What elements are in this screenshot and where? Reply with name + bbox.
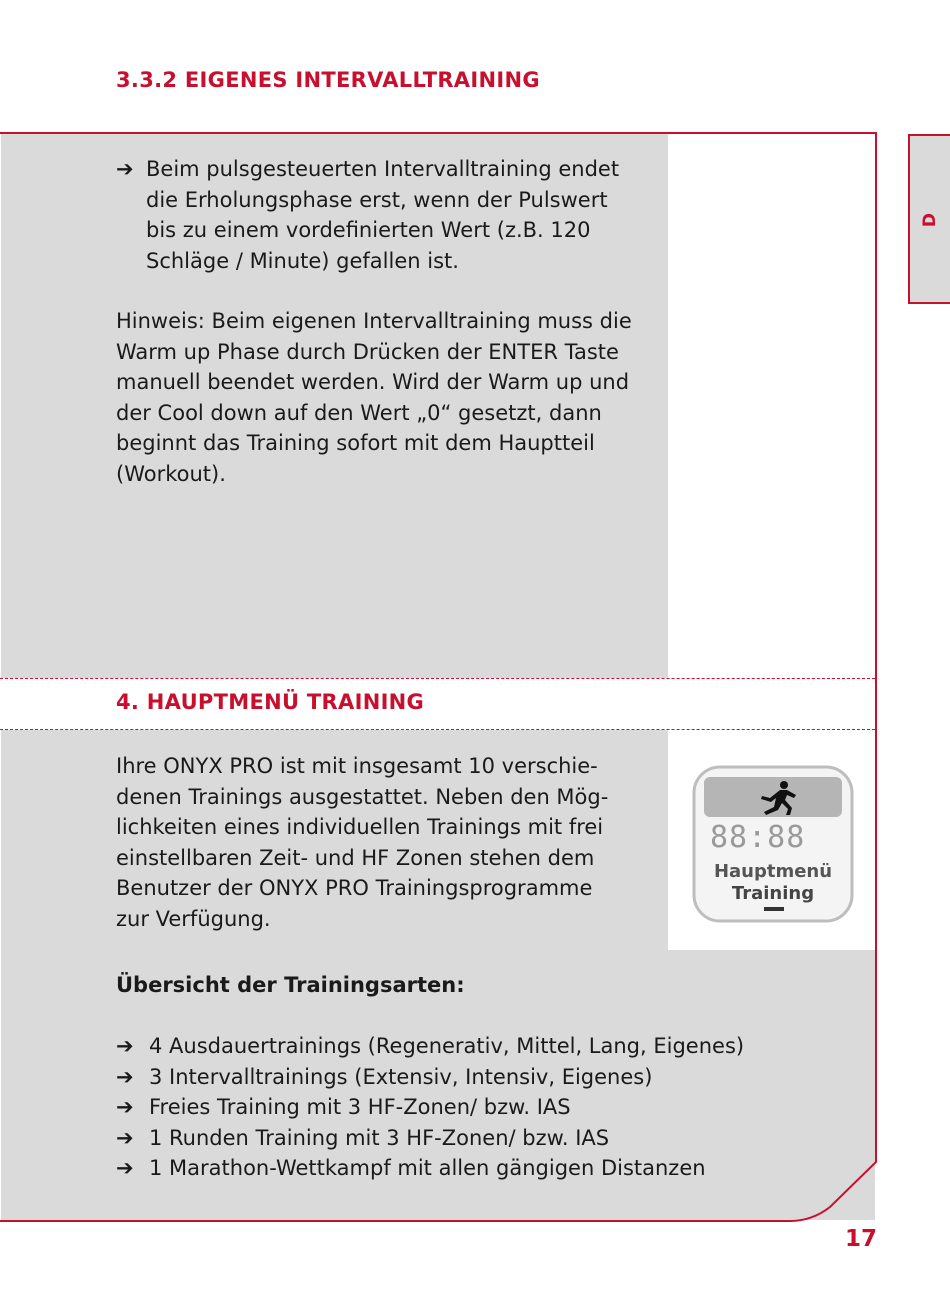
overview-title: Übersicht der Trainingsarten: [116, 973, 465, 997]
arrow-right-icon: ➔ [116, 1156, 134, 1180]
section-heading-4: 4. HAUPTMENÜ TRAINING [116, 690, 425, 714]
intro-line: zur Verfügung. [116, 906, 271, 931]
warmup-note: Hinweis: Beim eigenen Intervalltraining muss die Warm up Phase durch Drücken der ENTER Taste manuell beendet werden. Wird der Warm up und der Cool down auf den Wert „0“ gesetzt, dann beginnt das Training sofort mit dem Hauptteil (Workout). [116, 309, 632, 486]
intro-line: denen Trainings ausgestattet. Neben den Mög- [116, 784, 609, 809]
pulse-interval-bullet [116, 154, 636, 276]
digits-display: 88:88 [710, 820, 806, 855]
display-menu-label: Hauptmenü [713, 861, 833, 882]
watch-display-image [690, 765, 856, 925]
list-item: ➔ 1 Runden Training mit 3 HF-Zonen/ bzw. IAS [116, 1123, 836, 1154]
list-item: ➔ Freies Training mit 3 HF-Zonen/ bzw. IAS [116, 1092, 836, 1123]
arrow-right-icon: ➔ [116, 1064, 134, 1089]
intro-line: einstellbaren Zeit- und HF Zonen stehen dem [116, 845, 595, 870]
list-item: ➔ 1 Marathon-Wettkampf mit allen gängigen Distanzen [116, 1153, 836, 1184]
intro-line: Ihre ONYX PRO ist mit insgesamt 10 verschie- [116, 754, 598, 778]
arrow-right-icon: ➔ [116, 1034, 134, 1058]
intro-line: Benutzer der ONYX PRO Trainingsprogramme [116, 876, 593, 900]
list-item: ➔ 3 Intervalltrainings (Extensiv, Intensiv, Eigenes) [116, 1062, 836, 1093]
intro-line: lichkeiten eines individuellen Trainings mit frei [116, 815, 604, 839]
display-training-label: Training [731, 883, 815, 904]
pulse-interval-text: Beim pulsgesteuerten Intervalltraining endet die Erholungsphase erst, wenn der Pulswert bis zu einem vordefinierten Wert (z.B. 120 Schläge / Minute) gefallen ist. [146, 157, 620, 273]
section-divider-top [0, 678, 875, 679]
arrow-right-icon: ➔ [116, 157, 134, 181]
language-tab-label: D [920, 212, 940, 228]
arrow-right-icon: ➔ [116, 1095, 134, 1119]
training-intro [116, 751, 646, 934]
list-item: ➔ 4 Ausdauertrainings (Regenerativ, Mittel, Lang, Eigenes) [116, 1031, 836, 1062]
training-types-list [116, 1031, 836, 1184]
arrow-right-icon: ➔ [116, 1125, 134, 1150]
language-tab [908, 134, 950, 304]
section-heading-3-3-2: 3.3.2 EIGENES INTERVALLTRAINING [116, 68, 540, 92]
section-divider-bottom [0, 729, 875, 730]
page-number: 17 [845, 1226, 878, 1252]
